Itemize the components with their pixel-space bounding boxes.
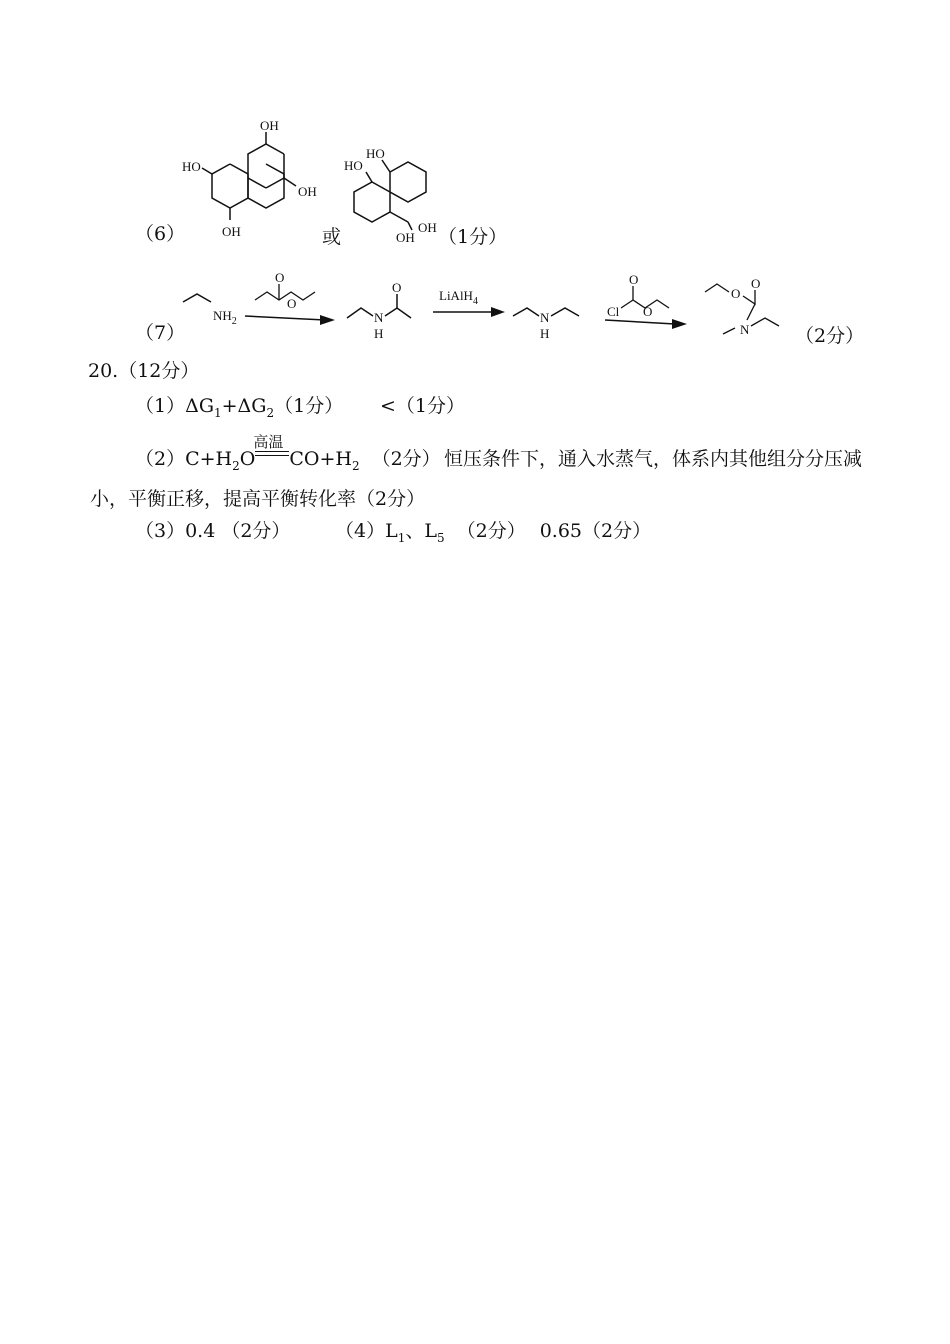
q20-4-line: [335, 516, 651, 545]
h-label: H: [540, 326, 550, 341]
q20-3-label: （3）: [135, 520, 186, 542]
or-text: 或: [322, 226, 342, 248]
nh2-label: $NH_2$: [213, 308, 237, 327]
o-label: O: [287, 296, 297, 311]
cl-label: Cl: [607, 304, 620, 319]
oh-label: OH: [298, 184, 317, 199]
q20-1-line: [135, 391, 343, 420]
q20-2-label: （2）: [135, 448, 186, 470]
o-label: O: [643, 304, 653, 319]
h-label: H: [374, 326, 384, 341]
oh-label: OH: [418, 220, 437, 235]
oh-label: HO: [344, 158, 363, 173]
q20-3-line: [135, 516, 290, 543]
q20-4-score2: （2分）: [582, 520, 652, 542]
n-label: N: [540, 310, 550, 325]
q20-1-score2: （1分）: [395, 395, 466, 417]
q20-4-label: （4）: [335, 520, 386, 542]
lialh4-label: LiAlH$_4$: [439, 288, 478, 307]
q20-header: 20.（12分）: [88, 360, 200, 382]
oh-label: HO: [366, 146, 385, 161]
q20-1-score1: （1分）: [274, 395, 344, 417]
n-label: N: [740, 322, 750, 337]
o-label: O: [751, 276, 761, 291]
q20-2-explain-2: 小，平衡正移，提高平衡转化率（2分）: [90, 488, 426, 510]
oh-label: OH: [222, 224, 241, 239]
o-label: O: [731, 286, 741, 301]
q20-1-label: （1）: [135, 395, 186, 417]
o-label: O: [275, 270, 285, 285]
oh-label: HO: [182, 159, 201, 174]
equal-sign-with-condition: [253, 433, 289, 465]
q19-6-label: （6）: [135, 223, 186, 245]
q20-1-compare: [380, 391, 465, 418]
lt-sign: <: [380, 395, 396, 417]
equation: $C+H_2O$ 高温 $CO+H_2$: [185, 433, 360, 473]
q20-2-line: [135, 433, 441, 473]
oh-label: OH: [396, 230, 415, 245]
l-values: $L_1$、$L_5$: [385, 520, 445, 545]
o-label: O: [392, 280, 402, 295]
q19-7-score: （2分）: [795, 325, 865, 347]
reaction-scheme: [175, 268, 895, 358]
q20-4-score1: （2分）: [456, 520, 526, 542]
condition-label: 高温: [253, 433, 284, 451]
oh-label: OH: [260, 118, 279, 133]
q20-2-score: （2分）: [371, 448, 441, 470]
q20-4-value: 0.65: [539, 520, 583, 542]
q20-3-score: （2分）: [221, 520, 291, 542]
n-label: N: [374, 310, 384, 325]
delta-g1: $\Delta G_1+\Delta G_2$: [185, 395, 275, 420]
q19-7-label: （7）: [135, 322, 186, 344]
q20-2-explain-1: 恒压条件下，通入水蒸气，体系内其他组分分压减: [444, 448, 863, 470]
q19-6-score: （1分）: [438, 226, 508, 248]
q20-3-value: 0.4: [185, 520, 216, 542]
o-label: O: [629, 272, 639, 287]
